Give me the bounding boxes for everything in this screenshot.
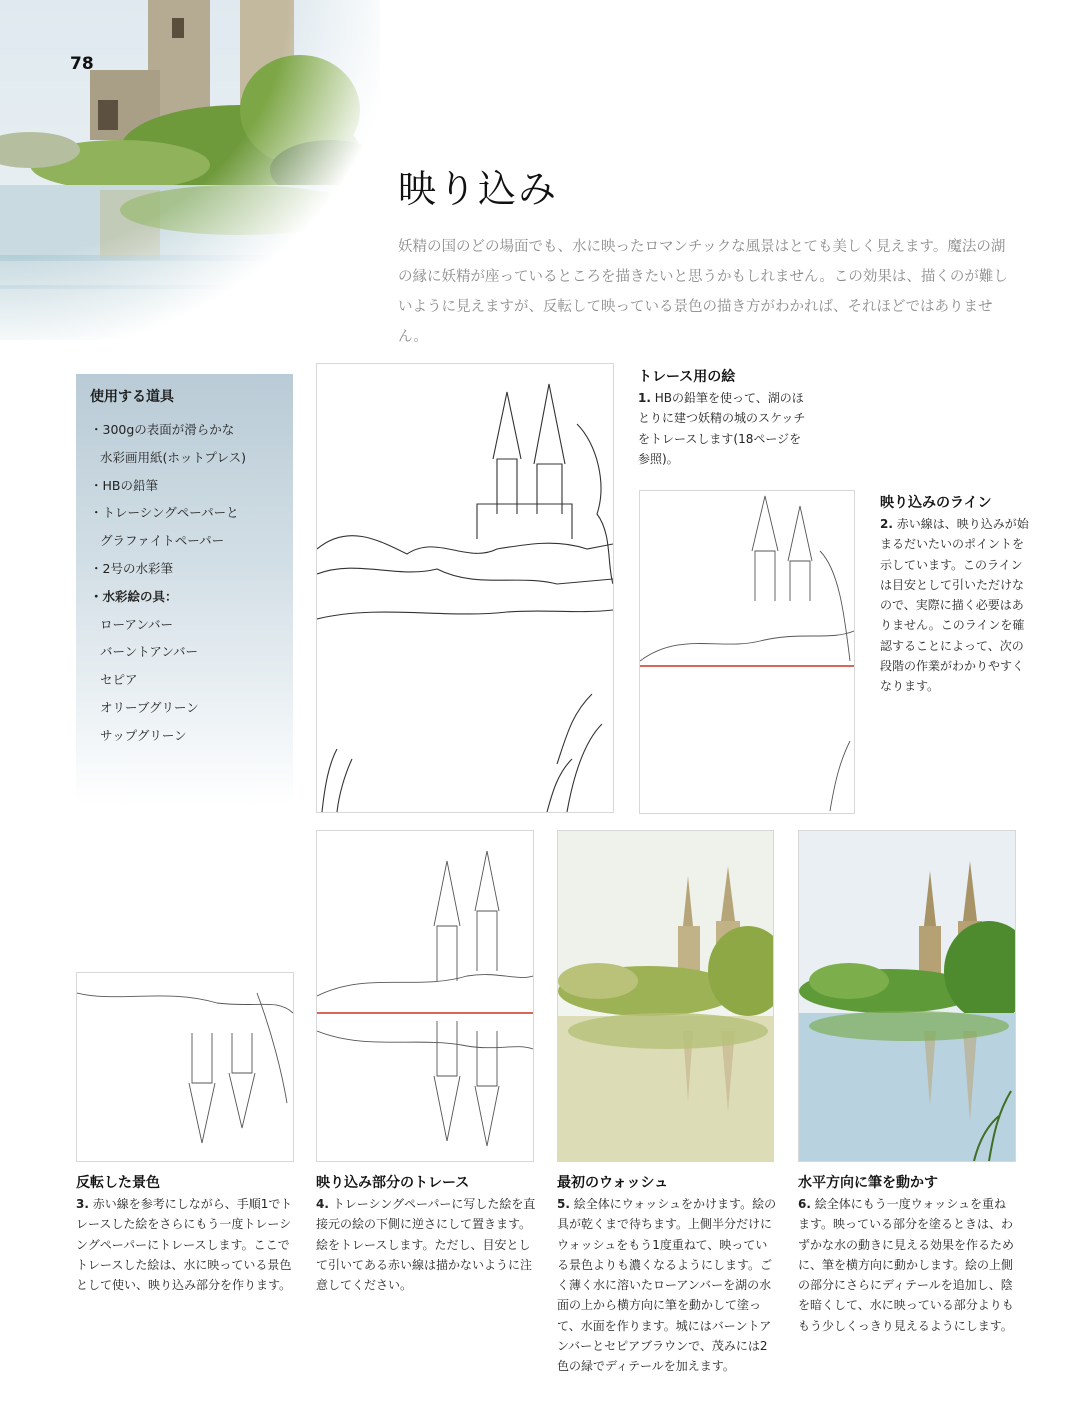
tools-heading: 使用する道具 [90, 389, 174, 405]
intro-paragraph: 妖精の国のどの場面でも、水に映ったロマンチックな風景はとても美しく見えます。魔法の湖の縁に妖精が座っているところを描きたいと思うかもしれません。この効果は、描くのが難しいように見えますが、反転して映っている景色の描き方がわかれば、それほどではありません。 [398, 239, 1008, 345]
tool-item: ・水彩絵の具： [90, 588, 178, 604]
tool-item: ローアンバー [100, 616, 174, 632]
step6-horizontal-brush-painting [798, 830, 1016, 1162]
step3-block [76, 1172, 296, 1295]
step1-heading: トレース用の絵 [638, 369, 736, 385]
step6-text: 絵全体にもう一度ウォッシュを重ねます。映っている部分を塗るときは、わずかな水の動きに見える効果を作るために、筆を横方向に動かします。絵の上側の部分にさらにディテールを追加し、陰を暗くして、水に映っている部分よりももう少しくっきり見えるようにします。 [798, 1197, 1015, 1333]
step4-traced-reflection-drawing [316, 830, 534, 1162]
step4-block [316, 1172, 536, 1295]
tool-item: ・HBの鉛筆 [90, 477, 158, 493]
tool-item: グラファイトペーパー [100, 533, 225, 549]
hero-castle-illustration [0, 0, 380, 340]
page-number: 78 [70, 54, 94, 74]
step4-heading: 映り込み部分のトレース [316, 1175, 470, 1191]
step4-number: 4. [316, 1197, 329, 1211]
step1-line-drawing [316, 363, 614, 813]
tool-item: バーントアンバー [100, 644, 199, 660]
tool-item: ・300gの表面が滑らかな [90, 422, 235, 437]
step5-first-wash-painting [557, 830, 774, 1162]
tool-item: 水彩画用紙(ホットプレス) [100, 449, 247, 465]
step2-block [880, 492, 1030, 697]
step5-text: 絵全体にウォッシュをかけます。絵の具が乾くまで待ちます。上側半分だけにウォッシュをもう1度重ねて、映っている景色よりも濃くなるようにします。ごく薄く水に溶いたローアンバーを湖の水面の上から横方向に筆を動かして塗って、水面を作ります。城にはバーントアンバーとセピアブラウンで、茂みには2色の緑でディテールを加えます。 [557, 1197, 777, 1374]
step5-block [557, 1172, 777, 1377]
step6-number: 6. [798, 1197, 811, 1211]
step6-heading: 水平方向に筆を動かす [798, 1175, 938, 1191]
step6-block [798, 1172, 1018, 1336]
page-title: 映り込み [398, 167, 559, 211]
step1-text: HBの鉛筆を使って、湖のほとりに建つ妖精の城のスケッチをトレースします(18ページを参照)。 [638, 391, 806, 466]
step1-block [638, 366, 808, 469]
step3-number: 3. [76, 1197, 89, 1211]
step2-text: 赤い線は、映り込みが始まるだいたいのポイントを示しています。このラインは目安として引いただけなので、実際に描く必要はありません。このラインを確認することによって、次の段階の作業がわかりやすくなります。 [880, 517, 1029, 694]
tool-item: オリーブグリーン [100, 699, 199, 715]
step2-number: 2. [880, 517, 893, 531]
step3-heading: 反転した景色 [76, 1175, 160, 1191]
step5-heading: 最初のウォッシュ [557, 1175, 669, 1191]
tool-item: セピア [100, 672, 138, 688]
step1-number: 1. [638, 391, 651, 405]
step3-inverted-drawing [76, 972, 294, 1162]
tools-box [76, 374, 293, 806]
step2-heading: 映り込みのライン [880, 495, 992, 511]
step5-number: 5. [557, 1197, 570, 1211]
step2-reflection-line-drawing [639, 490, 855, 814]
tool-item: ・トレーシングペーパーと [90, 505, 239, 521]
step4-text: トレーシングペーパーに写した絵を直接元の絵の下側に逆さにして置きます。絵をトレースします。ただし、目安として引いてある赤い線は描かないように注意してください。 [316, 1197, 536, 1293]
step3-text: 赤い線を参考にしながら、手順1でトレースした絵をさらにもう一度トレーシングペーパーにトレースします。ここでトレースした絵は、水に映っている景色として使い、映り込み部分を作ります。 [76, 1197, 293, 1293]
tool-item: ・2号の水彩筆 [90, 560, 173, 576]
tool-item: サップグリーン [100, 727, 187, 743]
tools-list [76, 416, 293, 750]
